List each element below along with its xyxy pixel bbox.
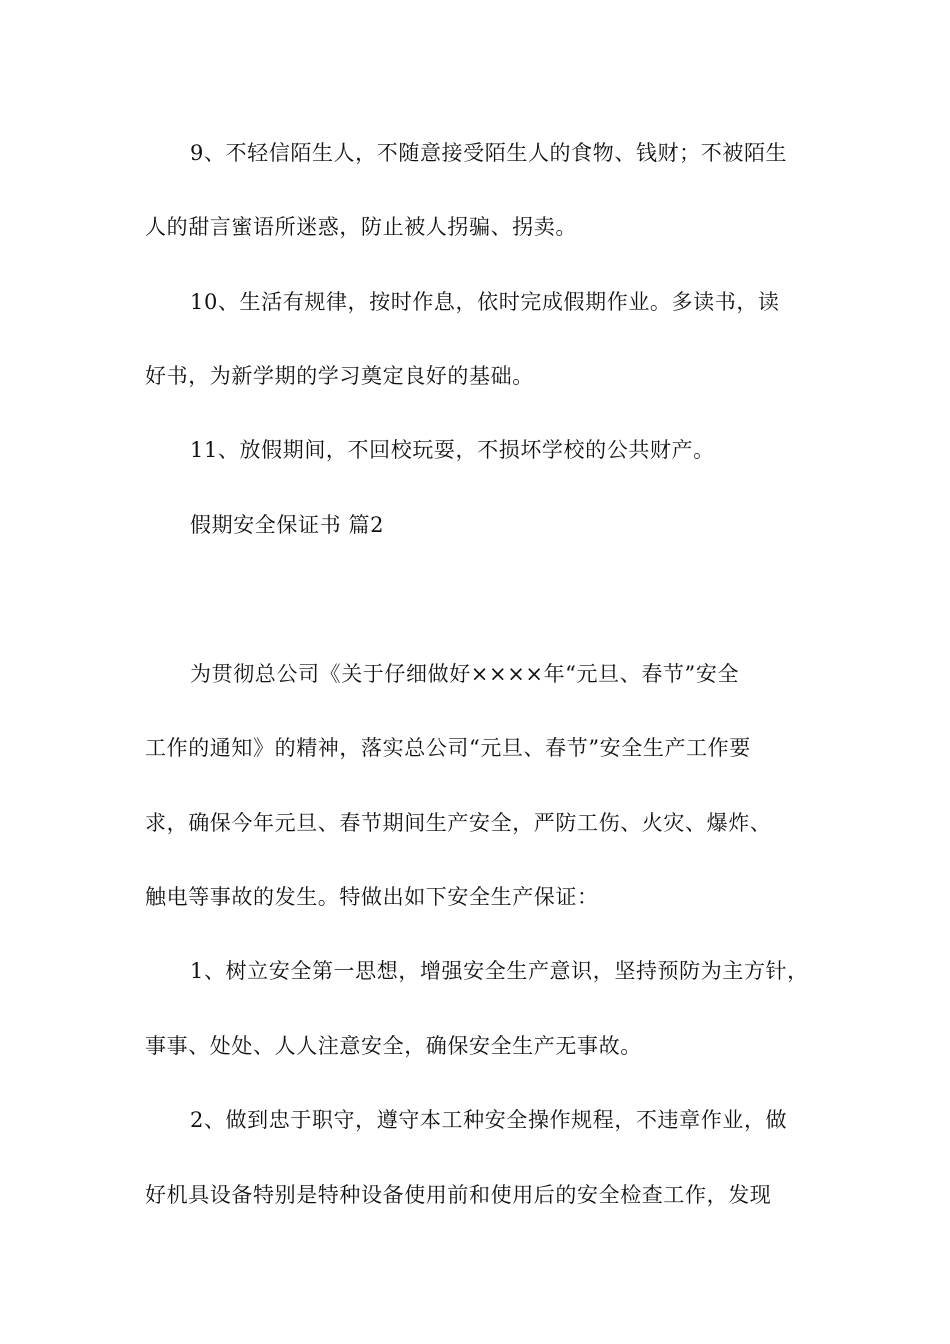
intro-paragraph-line-3: 求，确保今年元旦、春节期间生产安全，严防工伤、火灾、爆炸、 [145, 811, 772, 835]
paragraph-11-line-1: 11、放假期间，不回校玩耍，不损坏学校的公共财产。 [190, 438, 715, 462]
paragraph-9-line-2: 人的甜言蜜语所迷惑，防止被人拐骗、拐卖。 [145, 215, 577, 239]
paragraph-10-line-1: 10、生活有规律，按时作息，依时完成假期作业。多读书，读 [190, 290, 780, 314]
intro-paragraph-line-4: 触电等事故的发生。特做出如下安全生产保证： [145, 885, 599, 909]
paragraph-9-line-1: 9、不轻信陌生人，不随意接受陌生人的食物、钱财；不被陌生 [190, 141, 788, 165]
section-heading: 假期安全保证书 篇2 [190, 513, 385, 537]
intro-paragraph-line-1: 为贯彻总公司《关于仔细做好××××年“元旦、春节”安全 [190, 662, 740, 686]
item-2-line-1: 2、做到忠于职守，遵守本工种安全操作规程，不违章作业，做 [190, 1108, 788, 1132]
item-1-line-2: 事事、处处、人人注意安全，确保安全生产无事故。 [145, 1034, 642, 1058]
item-2-line-2: 好机具设备特别是特种设备使用前和使用后的安全检查工作，发现 [145, 1183, 772, 1207]
item-1-line-1: 1、树立安全第一思想，增强安全生产意识，坚持预防为主方针， [190, 959, 809, 983]
paragraph-10-line-2: 好书，为新学期的学习奠定良好的基础。 [145, 364, 534, 388]
intro-paragraph-line-2: 工作的通知》的精神，落实总公司“元旦、春节”安全生产工作要 [145, 736, 751, 760]
